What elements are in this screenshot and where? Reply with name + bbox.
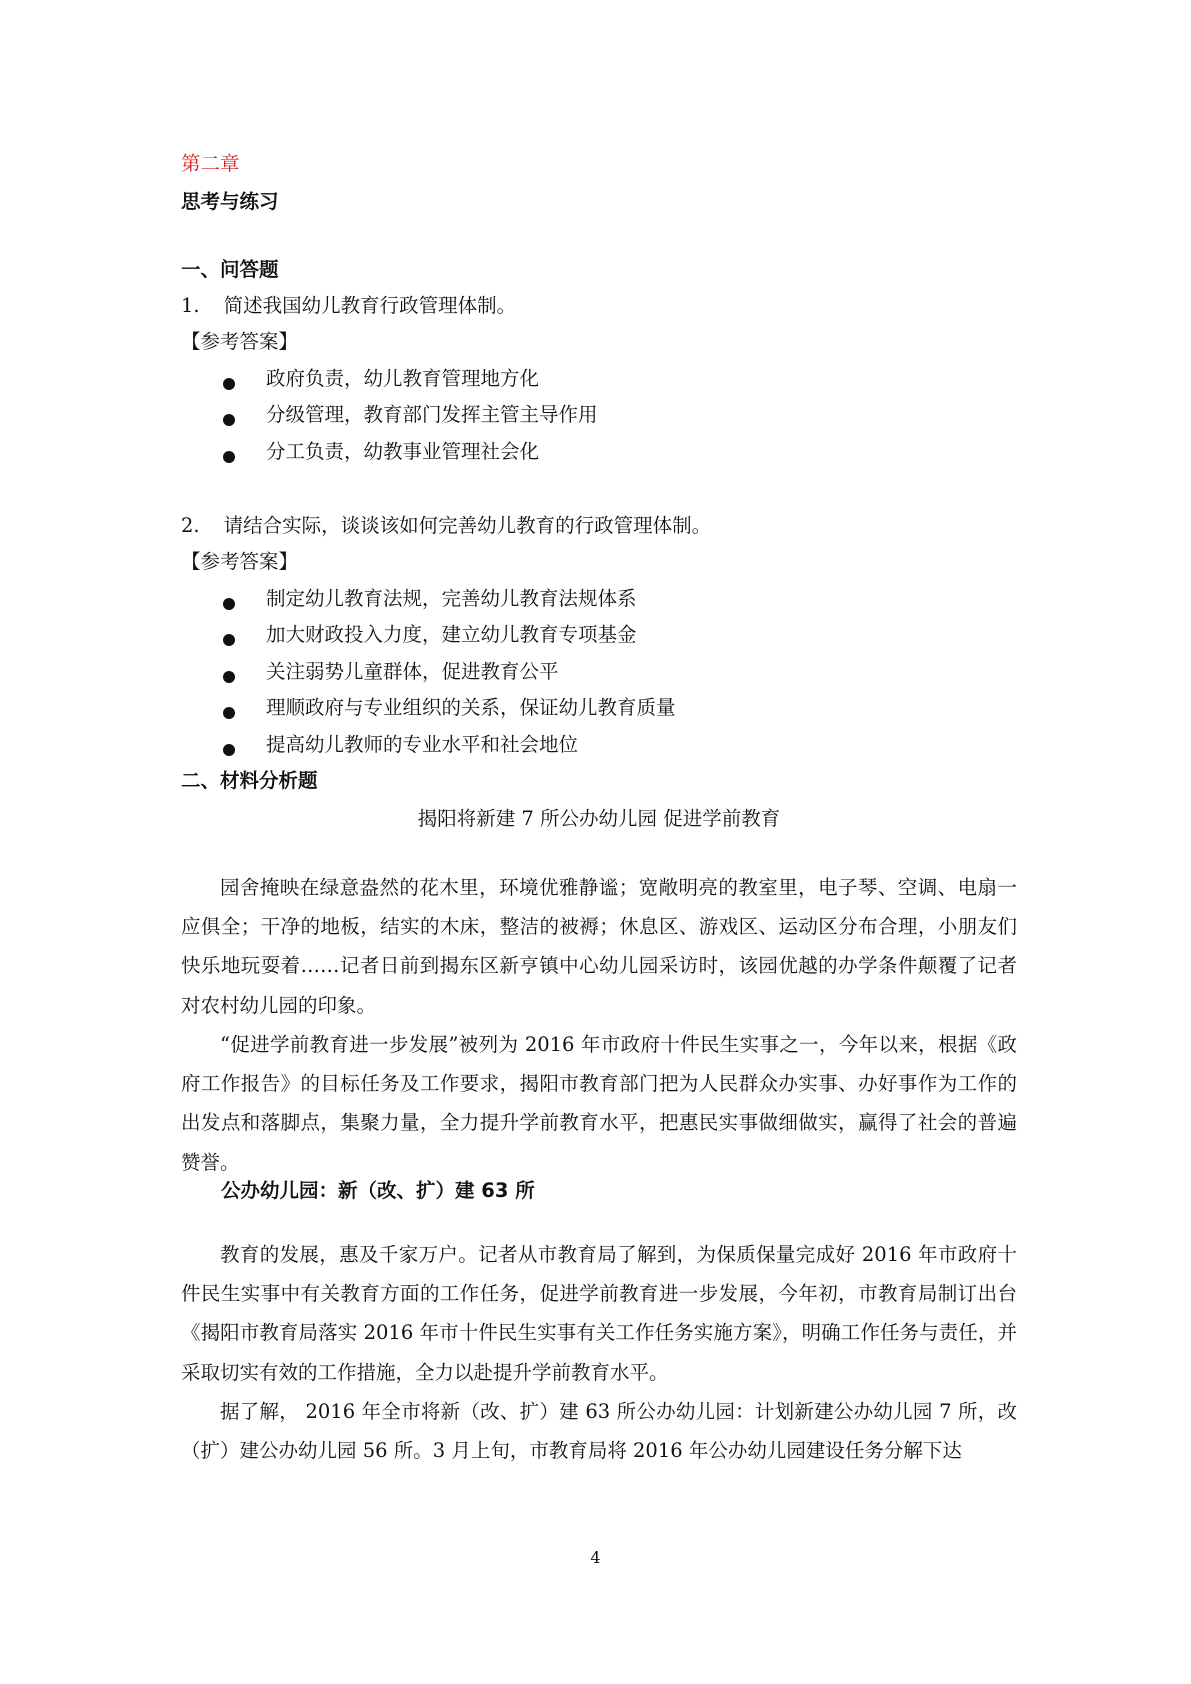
bullet-item: 制定幼儿教育法规，完善幼儿教育法规体系 — [266, 587, 637, 610]
bullet-dot — [223, 671, 235, 683]
bullet-item: 分工负责，幼教事业管理社会化 — [266, 440, 540, 463]
bullet-dot — [223, 634, 235, 646]
bullet-dot — [223, 451, 235, 463]
bullet-dot — [223, 744, 235, 756]
answer-label: 【参考答案】 — [181, 330, 299, 353]
bullet-item: 政府负责，幼儿教育管理地方化 — [266, 367, 540, 390]
bullet-item: 提高幼儿教师的专业水平和社会地位 — [266, 733, 579, 756]
bullet-dot — [223, 414, 235, 426]
bullet-dot — [223, 598, 235, 610]
question-2 — [181, 512, 711, 540]
question-number: 2. — [181, 514, 200, 537]
page-number: 4 — [590, 1548, 601, 1567]
article-paragraph: 据了解， 2016 年全市将新（改、扩）建 63 所公办幼儿园：计划新建公办幼儿园 7 所，改（扩）建公办幼儿园 56 所。3 月上旬，市教育局将 2016 年公办幼儿园建设任务分解下达 — [181, 1400, 1017, 1463]
bullet-item: 分级管理，教育部门发挥主管主导作用 — [266, 403, 598, 426]
question-number: 1. — [181, 294, 200, 317]
answer-label: 【参考答案】 — [181, 550, 299, 573]
part2-heading: 二、材料分析题 — [181, 769, 318, 792]
bullet-item: 加大财政投入力度，建立幼儿教育专项基金 — [266, 623, 637, 646]
bullet-dot — [223, 707, 235, 719]
article-title: 揭阳将新建 7 所公办幼儿园 促进学前教育 — [417, 807, 781, 830]
article-paragraph: 园舍掩映在绿意盎然的花木里，环境优雅静谧；宽敞明亮的教室里，电子琴、空调、电扇一应俱全；干净的地板，结实的木床，整洁的被褥；休息区、游戏区、运动区分布合理，小朋友们快乐地玩耍着……记者日前到揭东区新亨镇中心幼儿园采访时，该园优越的办学条件颠覆了记者对农村幼儿园的印象。 — [181, 876, 1017, 1017]
article-paragraph: “促进学前教育进一步发展”被列为 2016 年市政府十件民生实事之一，今年以来，根据《政府工作报告》的目标任务及工作要求，揭阳市教育部门把为人民群众办实事、办好事作为工作的出发点和落脚点，集聚力量，全力提升学前教育水平，把惠民实事做细做实，赢得了社会的普遍赞誉。 — [181, 1033, 1017, 1174]
chapter-label: 第二章 — [181, 152, 240, 175]
article-subheading: 公办幼儿园：新（改、扩）建 63 所 — [221, 1179, 535, 1202]
bullet-item: 理顺政府与专业组织的关系，保证幼儿教育质量 — [266, 696, 676, 719]
part1-heading: 一、问答题 — [181, 258, 279, 281]
question-text: 简述我国幼儿教育行政管理体制。 — [223, 294, 517, 317]
article-paragraph: 教育的发展，惠及千家万户。记者从市教育局了解到，为保质保量完成好 2016 年市政府十件民生实事中有关教育方面的工作任务，促进学前教育进一步发展，今年初，市教育局制订出台《揭阳市教育局落实 2016 年市十件民生实事有关工作任务实施方案》，明确工作任务与责任，并采取切实有效的工作措施，全力以赴提升学前教育水平。 — [181, 1243, 1017, 1384]
section-title: 思考与练习 — [181, 190, 279, 213]
bullet-dot — [223, 378, 235, 390]
question-text: 请结合实际，谈谈该如何完善幼儿教育的行政管理体制。 — [223, 514, 712, 537]
question-1 — [181, 292, 516, 320]
bullet-item: 关注弱势儿童群体，促进教育公平 — [266, 660, 559, 683]
